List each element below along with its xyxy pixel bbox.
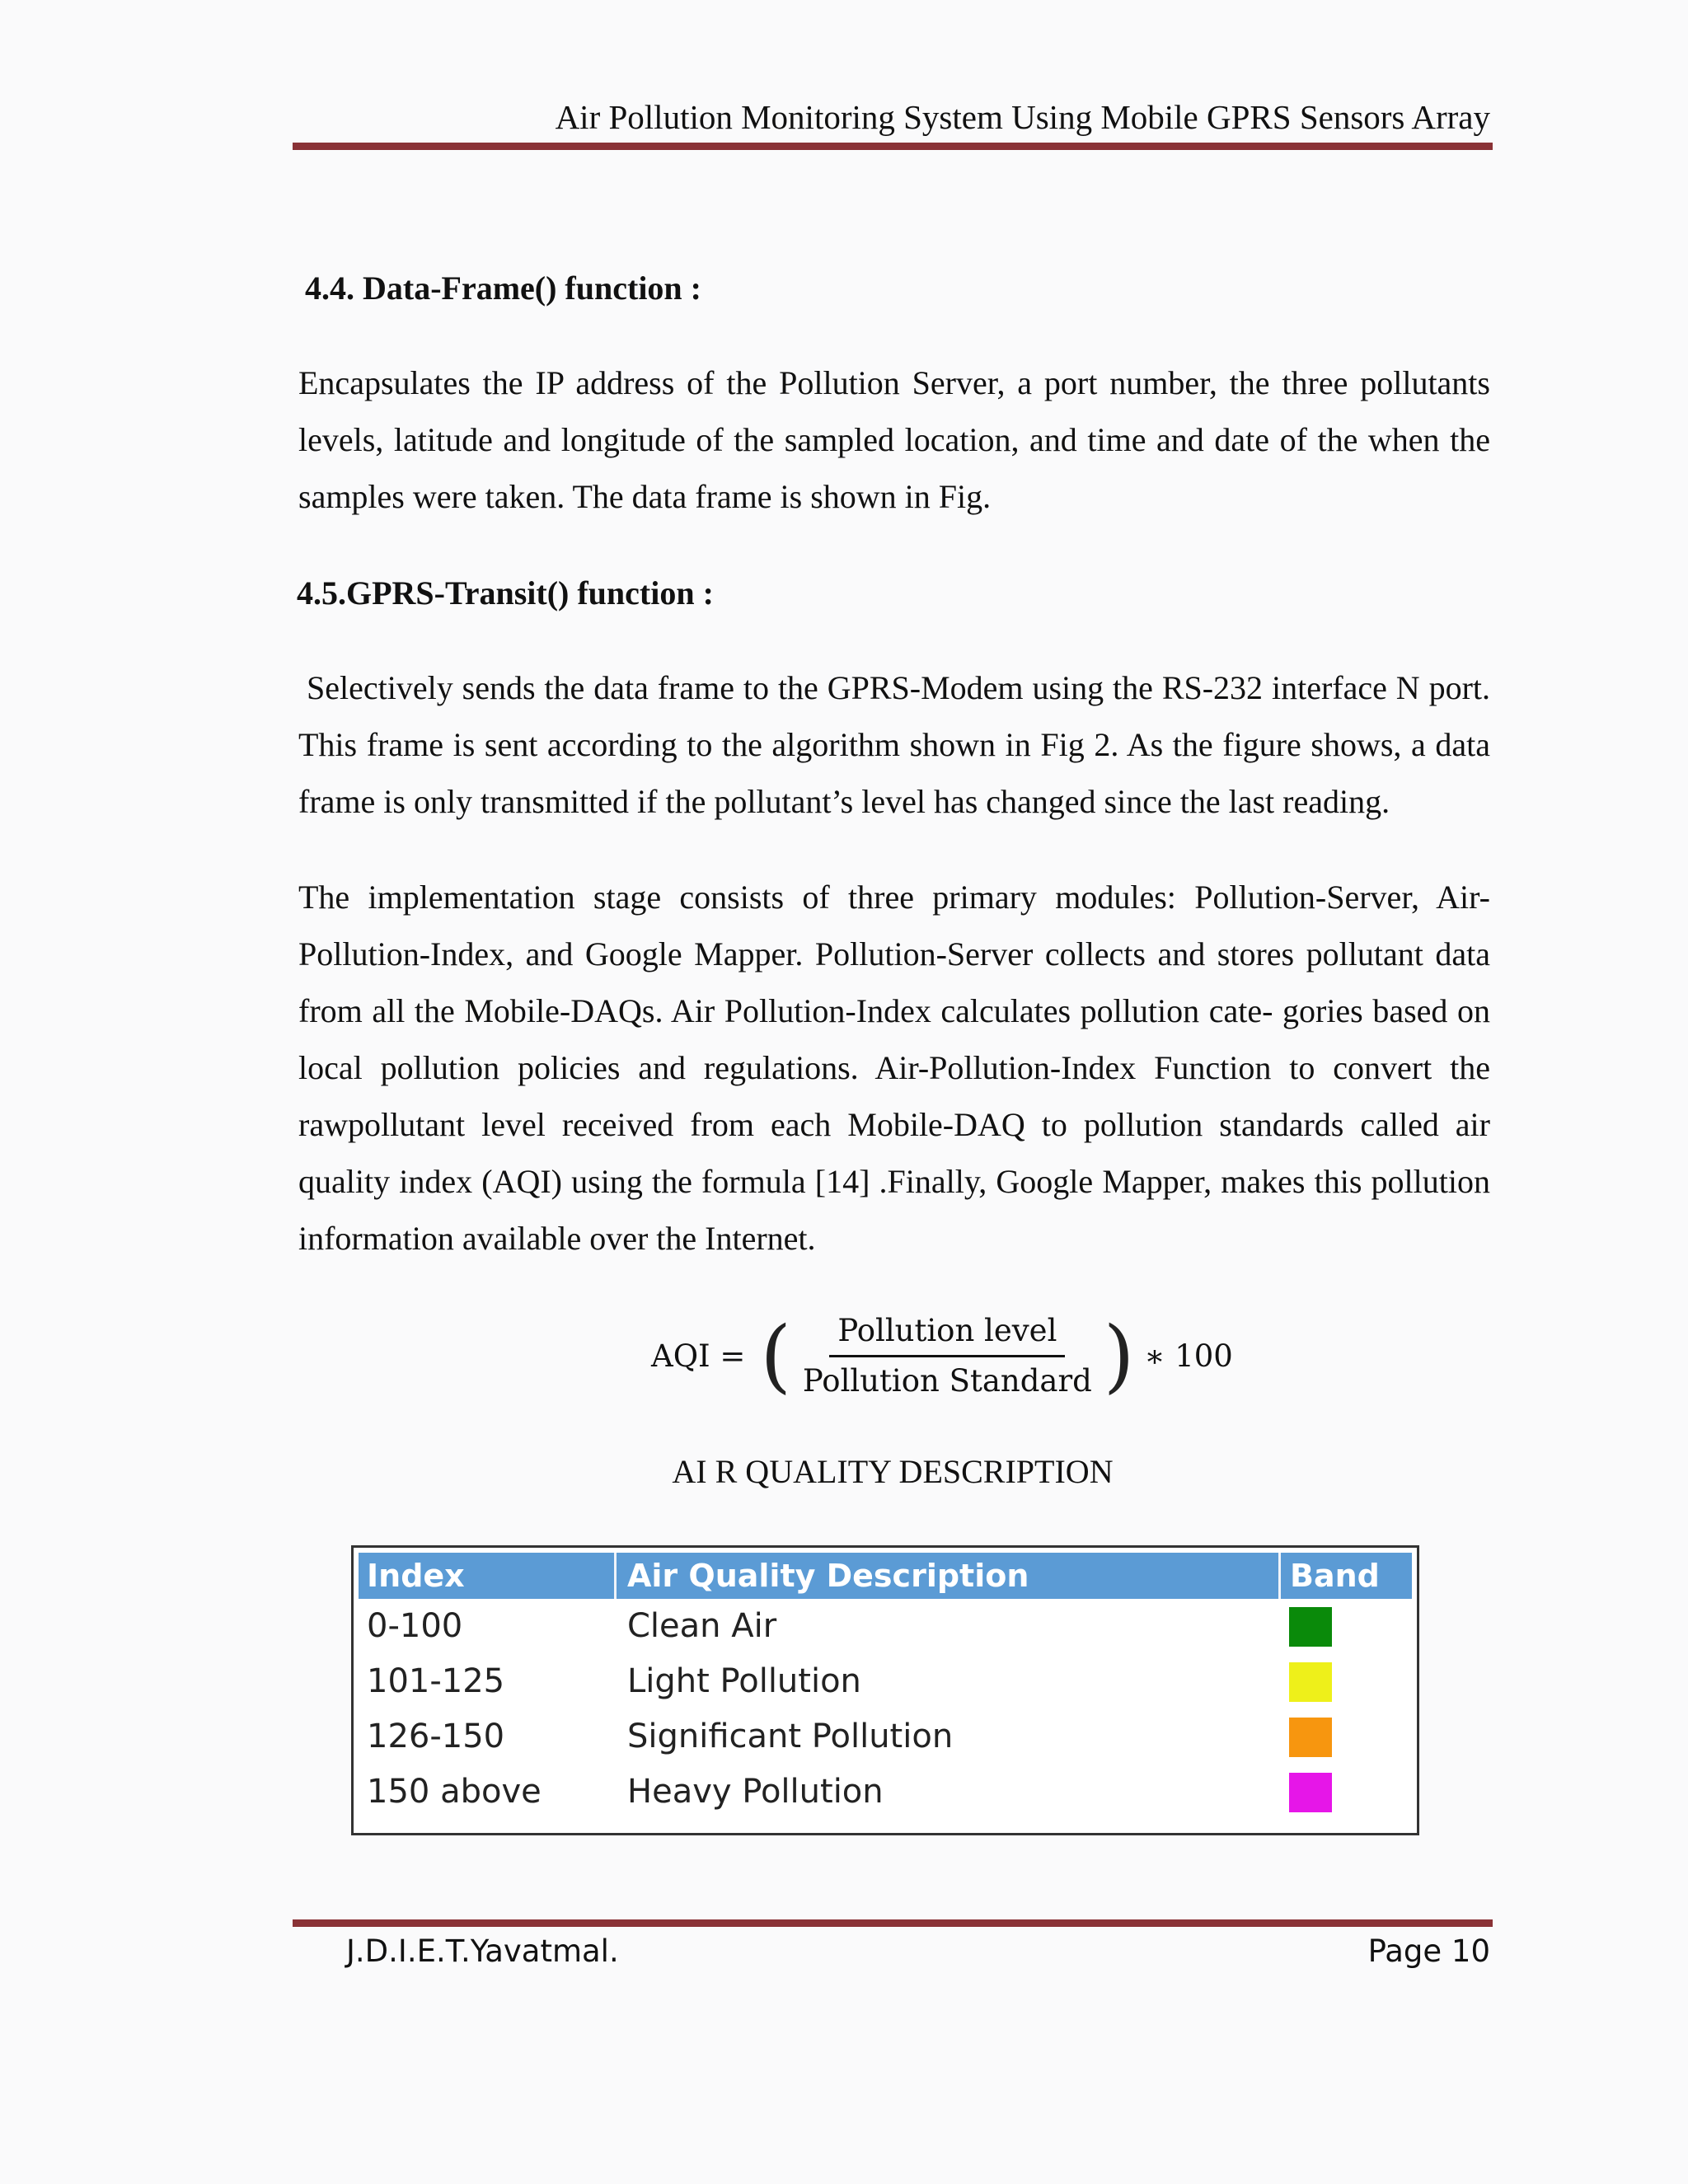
band-swatch [1289, 1773, 1332, 1812]
paragraph-text: Encapsulates the IP address of the Pollution Server, a port number, the three pollutants levels, latitude and longitude of the sampled location, and time and date of the when the samples were taken. The data frame is shown in Fig. [298, 364, 1490, 515]
page-number: Page 10 [1367, 1933, 1490, 1969]
table-caption: AI R QUALITY DESCRIPTION [672, 1453, 1114, 1490]
table-row [359, 1599, 1412, 1653]
index-cell: 0-100 [367, 1607, 463, 1645]
description-cell: Heavy Pollution [627, 1773, 884, 1811]
section-heading-4-5: 4.5.GPRS-Transit() function : [297, 574, 714, 612]
header-index: Index [367, 1558, 465, 1594]
paragraph-text: Selectively sends the data frame to the GPRS-Modem using the RS-232 interface N port. This frame is sent according to the algorithm shown in Fig 2. As the figure shows, a data frame is only transmitted if the pollutant’s level has changed since the last reading. [298, 669, 1490, 820]
table-row [359, 1654, 1412, 1708]
table-header-row [359, 1553, 1412, 1599]
formula-numerator: Pollution level [829, 1312, 1065, 1357]
band-swatch [1289, 1662, 1332, 1702]
header-rule [293, 140, 1493, 150]
description-cell: Light Pollution [627, 1662, 861, 1700]
band-swatch [1289, 1718, 1332, 1757]
air-quality-table [351, 1545, 1419, 1835]
paragraph-text: The implementation stage consists of three primary modules: Pollution-Server, Air-Pollution-Index, and Google Mapper. Pollution-Server collects and stores pollutant data from all the Mobile-DAQs. Air Pollution-Index calculates pollution cate- gories based on local pollution policies and regulations. Air-Pollution-Index Function to convert the rawpollutant level received from each Mobile-DAQ to pollution standards called air quality index (AQI) using the formula [14] .Finally, Google Mapper, makes this pollution information available over the Internet. [298, 879, 1490, 1257]
aqi-formula [651, 1310, 1233, 1401]
index-cell: 150 above [367, 1773, 542, 1811]
paragraph-implementation [298, 869, 1490, 1267]
formula-denominator: Pollution Standard [802, 1362, 1092, 1399]
formula-multiplier: ∗ 100 [1144, 1338, 1233, 1374]
description-cell: Clean Air [627, 1607, 777, 1645]
section-heading-4-4: 4.4. Data-Frame() function : [305, 269, 701, 307]
formula-lhs: AQI = [651, 1338, 746, 1374]
paragraph-gprs-transit [298, 659, 1490, 830]
header-description: Air Quality Description [627, 1558, 1029, 1594]
running-header: Air Pollution Monitoring System Using Mobile GPRS Sensors Array [555, 98, 1490, 136]
index-cell: 126-150 [367, 1718, 505, 1755]
paragraph-data-frame [298, 354, 1490, 525]
formula-left-paren: ( [760, 1310, 791, 1402]
band-swatch [1289, 1607, 1332, 1647]
formula-right-paren: ) [1103, 1310, 1135, 1402]
table-row [359, 1765, 1412, 1819]
description-cell: Significant Pollution [627, 1718, 954, 1755]
formula-fraction [795, 1312, 1100, 1400]
index-cell: 101-125 [367, 1662, 505, 1700]
table-row [359, 1709, 1412, 1764]
footer-institution: J.D.I.E.T.Yavatmal. [346, 1933, 619, 1969]
header-band: Band [1290, 1558, 1380, 1594]
